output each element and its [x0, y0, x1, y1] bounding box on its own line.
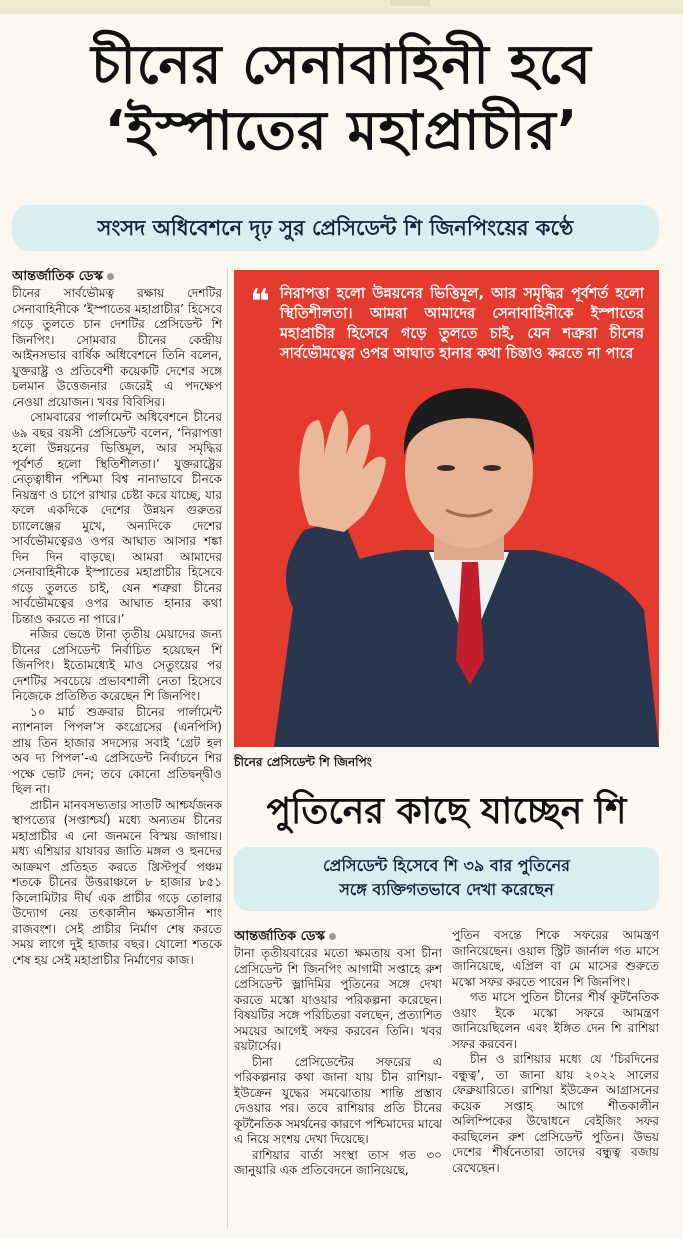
top-strip-notch: [390, 0, 430, 6]
news-photo: [234, 270, 659, 747]
second-article-paragraph: পুতিন বসন্তে শিকে সফরের আমন্ত্রণ জানিয়েছেন। ওয়াল স্ট্রিট জার্নাল গত মাসে জানিয়েছে, এপ্রিল বা মে মাসের শুরুতে মস্কো সফর করতে পারেন শি জিনপিং।: [452, 928, 659, 989]
desk-label: আন্তর্জাতিক ডেস্ক: [12, 269, 103, 284]
subheadline-band: [12, 205, 659, 251]
raised-hand: [299, 410, 386, 532]
second-article-paragraph: রাশিয়ার বার্তা সংস্থা তাস গত ৩০ জানুয়ারি এক প্রতিবেদনে জানিয়েছে,: [234, 1147, 442, 1177]
left-article-paragraph: সোমবারের পার্লামেন্ট অধিবেশনে চীনের ৬৯ বছর বয়সী প্রেসিডেন্ট বলেন, ‘নিরাপত্তা হলো উন্নয়নের ভিত্তিমূল, আর সমৃদ্ধির পূর্বশর্ত হলো স্থিতিশীলতা।’ যুক্তরাষ্ট্রের নেতৃত্বাধীন পশ্চিমা বিশ্ব নানাভাবে চীনকে নিয়ন্ত্রণ ও চাপে রাখার চেষ্টা করে যাচ্ছে, যার ফলে একদিকে দেশের উন্নয়ন গুরুতর চ্যালেঞ্জের মুখে, অন্যদিকে দেশের সার্বভৌমত্বেরও ওপর আঘাত আসার শঙ্কা দিন দিন বাড়ছে। আমরা আমাদের সেনাবাহিনীকে ইস্পাতের মহাপ্রাচীর হিসেবে গড়ে তুলতে চাই, যেন শত্রুরা চীনের সার্বভৌমত্বের ওপর আঘাত হানার কথা চিন্তাও করতে না পারে।’: [12, 410, 222, 626]
second-article-desk: [234, 928, 442, 946]
pull-quote: [252, 284, 644, 364]
second-article-paragraph: চীন ও রাশিয়ার মধ্যে যে ‘চিরদিনের বন্ধুত্ব’, তা জানা যায় ২০২২ সালের ফেব্রুয়ারিতে। রাশিয়া ইউক্রেন আগ্রাসনের কয়েক সপ্তাহ আগে শীতকালীন অলিম্পিকের উদ্বোধনে বেইজিং সফর করছিলেন রুশ প্রেসিডেন্ট পুতিন। উভয় দেশের শীর্ষনেতারা তাদের বন্ধুত্ব বজায় রেখেছেন।: [452, 1052, 659, 1175]
right-eye: [483, 465, 501, 471]
column-divider: [227, 268, 228, 1228]
pull-quote-text: নিরাপত্তা হলো উন্নয়নের ভিত্তিমূল, আর সমৃদ্ধির পূর্বশর্ত হলো স্থিতিশীলতা। আমরা আমাদের সেনাবাহিনীকে ইস্পাতের মহাপ্রাচীর হিসেবে গড়ে তুলতে চাই, যেন শত্রুরা চীনের সার্বভৌমত্বের ওপর আঘাত হানার কথা চিন্তাও করতে না পারে: [280, 286, 644, 362]
top-strip: [0, 0, 683, 14]
photo-caption: চীনের প্রেসিডেন্ট শি জিনপিং: [234, 755, 372, 769]
subheadline: সংসদ অধিবেশনে দৃঢ় সুর প্রেসিডেন্ট শি জিনপিংয়ের কণ্ঠে: [97, 216, 574, 240]
headline-line-2: ‘ইস্পাতের মহাপ্রাচীর’: [104, 99, 579, 162]
second-article-column-1: [234, 928, 442, 1232]
desk-label: আন্তর্জাতিক ডেস্ক: [234, 929, 325, 944]
second-article-paragraph: গত মাসে পুতিন চীনের শীর্ষ কূটনৈতিক ওয়াং ইকে মস্কো সফরে আমন্ত্রণ জানিয়েছিলেন এবং ইঙ্গিত দেন শি রাশিয়া সফর করবেন।: [452, 990, 659, 1051]
left-article-paragraph: প্রাচীন মানবসভ্যতার সাতটি আশ্চর্যজনক স্থাপত্যের (সপ্তাশ্চর্য) মধ্যে অন্যতম চীনের মহাপ্রাচীর এ নো জনমনে বিস্ময় জাগায়। মধ্য এশিয়ার যাযাবর জাতি মঙ্গল ও হুনদের আক্রমণ প্রতিহত করতে খ্রিস্টপূর্ব পঞ্চম শতকে চীনের উত্তরাঞ্চলে ৮ হাজার ৮৫১ কিলোমিটার দীর্ঘ এক প্রাচীর গড়ে তোলার উদ্যোগ নেয় তৎকালীন ক্ষমতাসীন শাং রাজবংশ। সেই প্রাচীর নির্মাণ শেষ করতে সময় লাগে দুই হাজার বছর। যোলো শতকে শেষ হয় সেই মহাপ্রাচীর নির্মাণের কাজ।: [12, 797, 222, 967]
deck-line-1: প্রেসিডেন্ট হিসেবে শি ৩৯ বার পুতিনের: [323, 856, 570, 875]
second-article-deck: [234, 847, 659, 911]
second-article-paragraph: চীনা প্রেসিডেন্টের সফরের এ পরিকল্পনার কথা জানা যায় চীন রাশিয়া-ইউক্রেন যুদ্ধের সমঝোতায় শান্তি প্রস্তাব দেওয়ার পর। তবে রাশিয়ার প্রতি চীনের কূটনৈতিক সমর্থনের কারণে পশ্চিমাদের মাঝে এ নিয়ে সংশয় দেখা দিয়েছে।: [234, 1054, 442, 1146]
deck-line-2: সঙ্গে ব্যক্তিগতভাবে দেখা করেছেন: [339, 880, 554, 899]
left-article: [12, 268, 222, 1228]
bullet-icon: [329, 933, 336, 940]
second-article-headline: পুতিনের কাছে যাচ্ছেন শি: [266, 791, 627, 832]
left-article-paragraph: ১০ মার্চ শুক্রবার চীনের পার্লামেন্ট ন্যাশনাল পিপল’স কংগ্রেসের (এনপিসি) প্রায় তিন হাজার সদস্যের সবাই ‘গ্রেট হল অব দ্য পিপল’-এ প্রেসিডেন্ট নির্বাচনে শির পক্ষে ভোট দেন; তবে কোনো প্রতিদ্বন্দ্বীও ছিল না।: [12, 704, 222, 796]
left-eye: [437, 465, 455, 471]
quote-mark-icon: ❝: [250, 282, 270, 322]
left-article-paragraph: নজির ভেঙে টানা তৃতীয় মেয়াদের জন্য চীনের প্রেসিডেন্ট নির্বাচিত হয়েছেন শি জিনপিং। ইতোমধ্যেই মাও সেতুংয়ের পর দেশটির সবচেয়ে প্রভাবশালী নেতা হিসেবে নিজেকে প্রতিষ্ঠিত করেছেন শি জিনপিং।: [12, 627, 222, 703]
second-article-paragraph: টানা তৃতীয়বারের মতো ক্ষমতায় বসা চীনা প্রেসিডেন্ট শি জিনপিং আগামী সপ্তাহে রুশ প্রেসিডেন্ট ভ্লাদিমির পুতিনের সঙ্গে দেখা করতে মস্কো যাওয়ার পরিকল্পনা করেছেন। বিষয়টির সঙ্গে পরিচিতরা বলছেন, প্রত্যাশিত সময়ের আগেই সফর করবেন তিনি। খবর রয়টার্সের।: [234, 946, 442, 1053]
left-article-paragraph: চীনের সার্বভৌমত্ব রক্ষায় দেশটির সেনাবাহিনীকে ‘ইস্পাতের মহাপ্রাচীর’ হিসেবে গড়ে তুলতে চান দেশটির প্রেসিডেন্ট শি জিনপিং। সোমবার চীনের কেন্দ্রীয় আইনসভার বার্ষিক অধিবেশনে তিনি বলেন, যুক্তরাষ্ট্র ও প্রতিবেশী কয়েকটি দেশের সঙ্গে চলমান উত্তেজনার জেরেই এ পদক্ষেপ নেওয়া প্রয়োজন। খবর বিবিসির।: [12, 286, 222, 409]
headline-line-1: চীনের সেনাবাহিনী হবে: [91, 33, 592, 96]
second-article-column-2: [452, 928, 659, 1232]
left-article-desk: [12, 268, 222, 286]
bullet-icon: [107, 273, 114, 280]
